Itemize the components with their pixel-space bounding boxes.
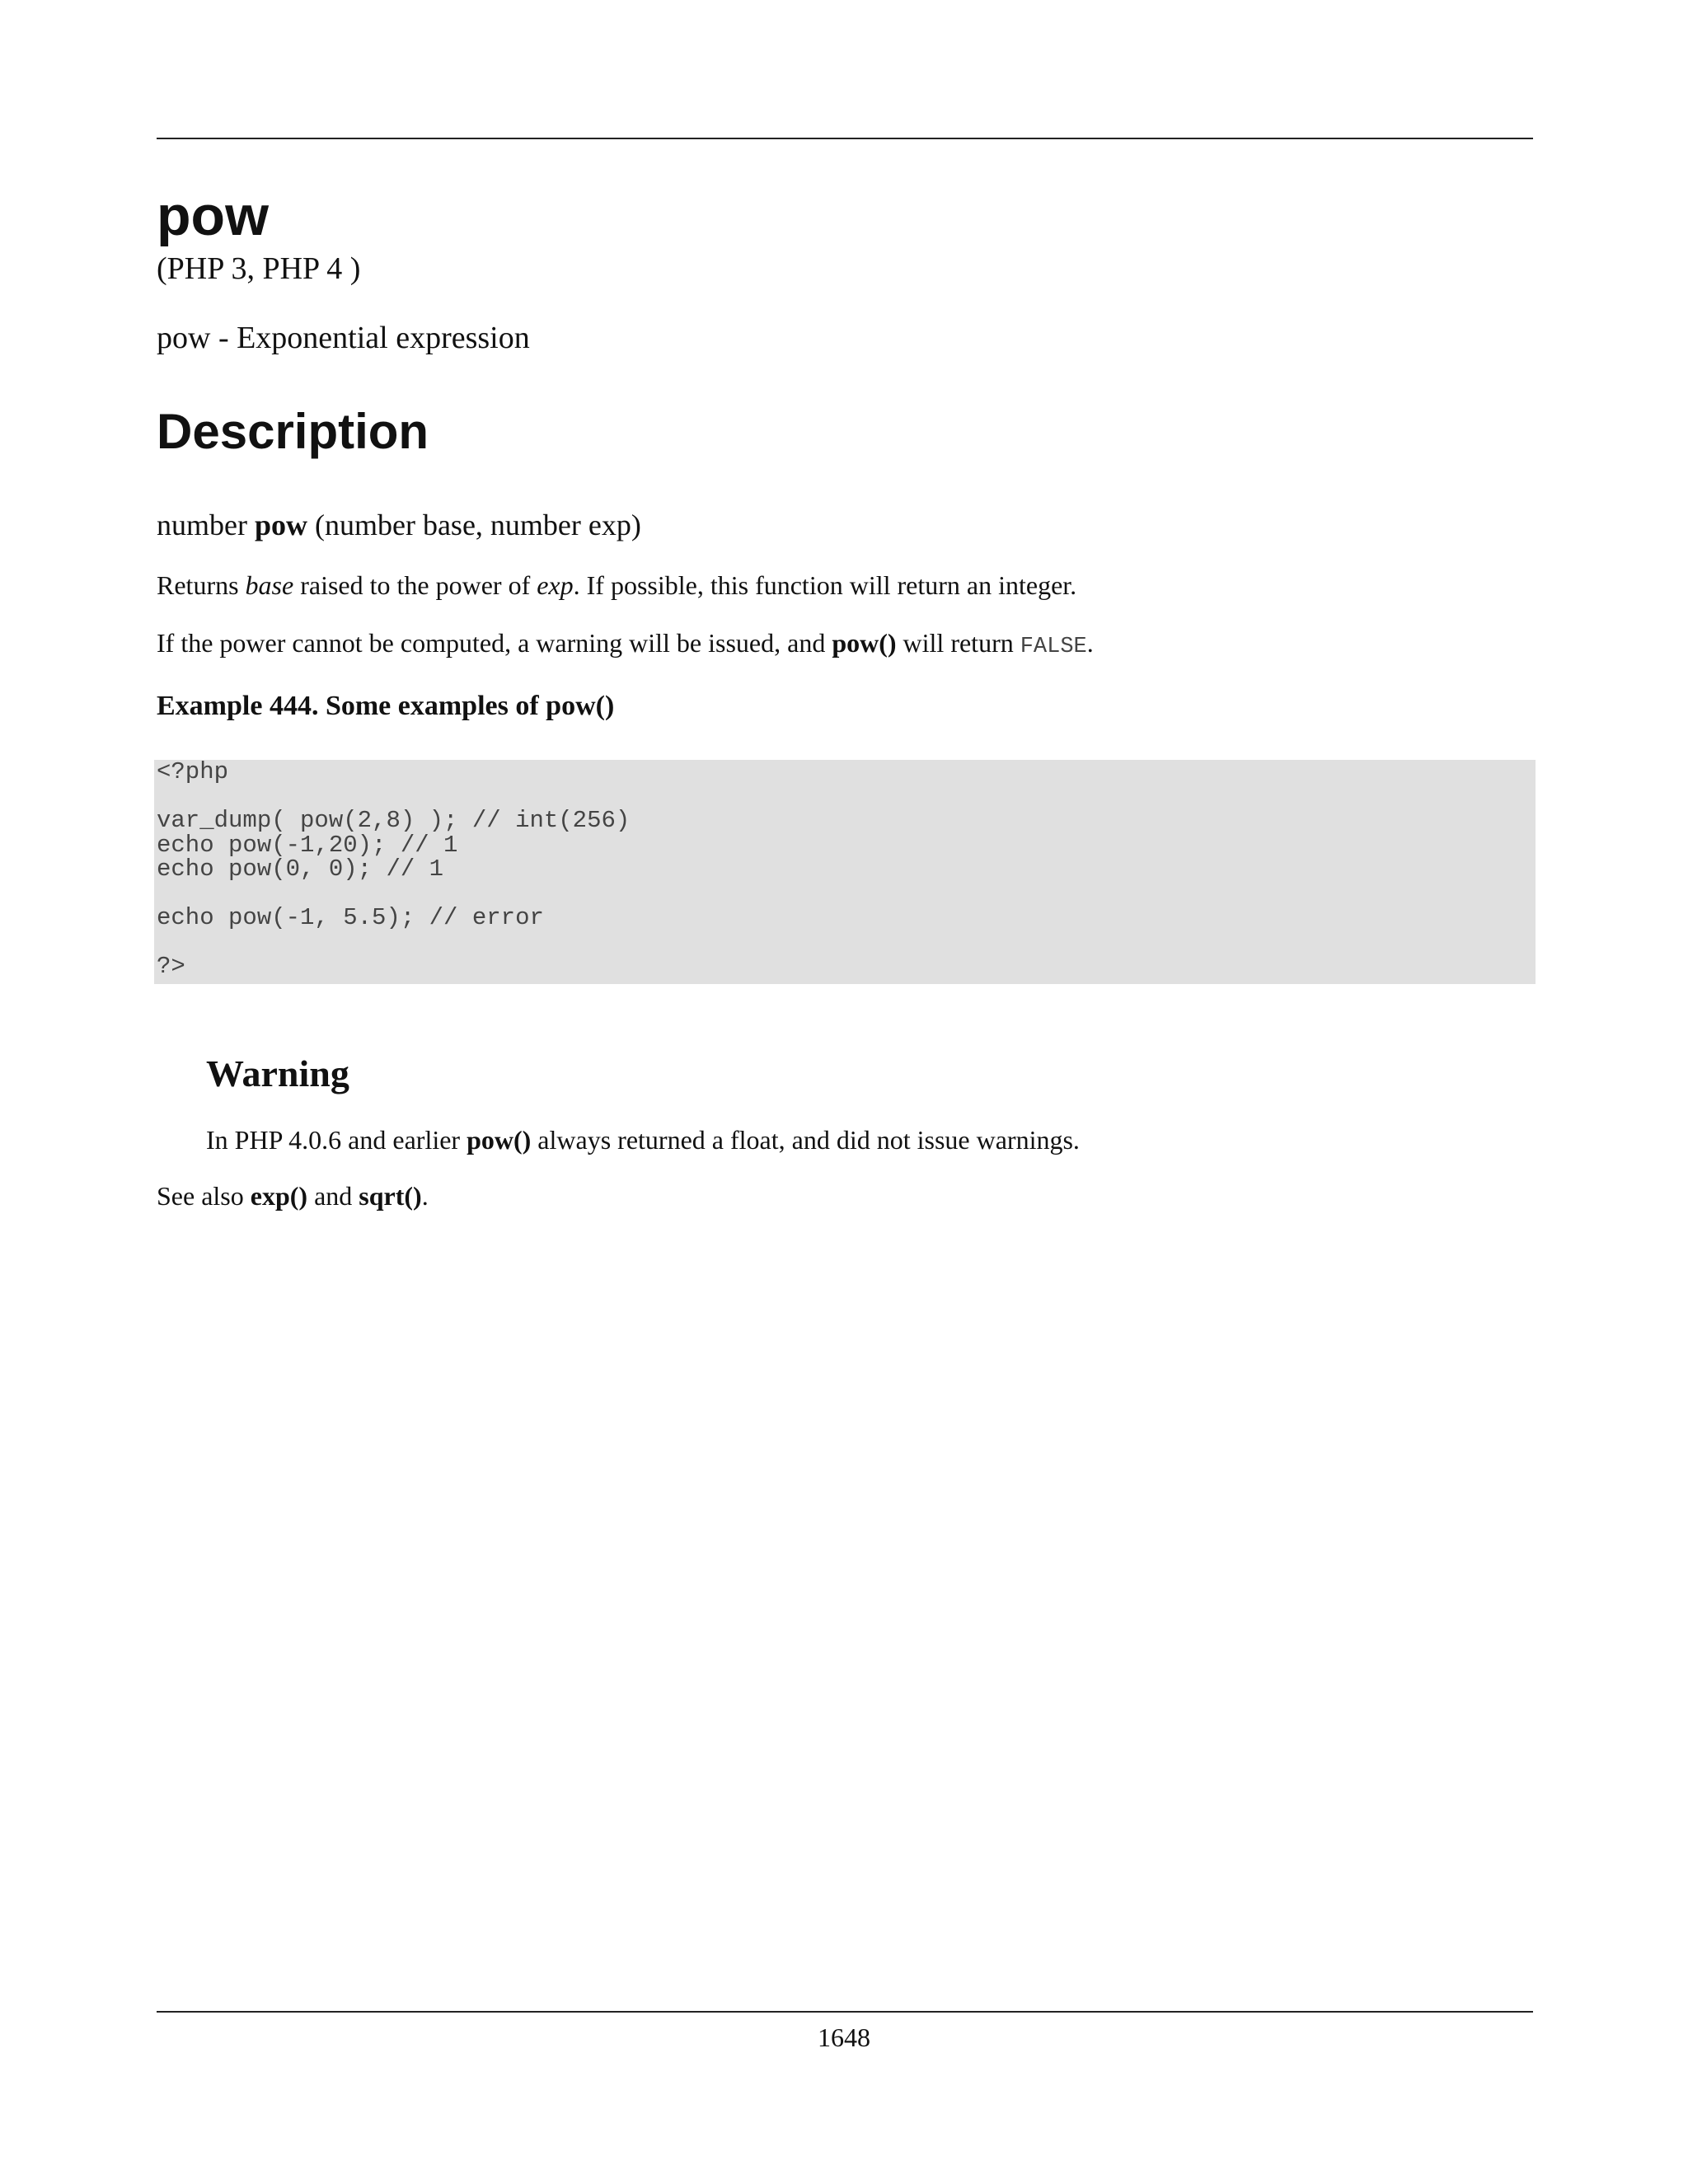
example-title: Example 444. Some examples of pow(): [157, 691, 615, 721]
description-heading: Description: [157, 404, 429, 459]
param-exp: exp: [537, 570, 574, 600]
text-run: Returns: [157, 570, 246, 600]
synopsis-function-name: pow: [254, 509, 307, 541]
header-rule: [157, 138, 1533, 139]
param-base: base: [245, 570, 294, 600]
text-run: .: [1086, 628, 1094, 658]
link-exp[interactable]: exp(): [250, 1181, 308, 1211]
warning-heading: Warning: [206, 1052, 349, 1094]
page-number: 1648: [818, 2022, 870, 2052]
function-name-title: pow: [157, 185, 269, 247]
function-ref-pow: pow(): [832, 628, 897, 658]
description-paragraph-returns: [157, 570, 1076, 601]
function-purpose: pow - Exponential expression: [157, 321, 530, 355]
text-run: always returned a float, and did not issue warnings.: [531, 1125, 1080, 1155]
see-also: [157, 1181, 429, 1212]
text-run: If the power cannot be computed, a warning will be issued, and: [157, 628, 832, 658]
function-synopsis: [157, 509, 641, 542]
text-run: .: [421, 1181, 429, 1211]
link-sqrt[interactable]: sqrt(): [359, 1181, 422, 1211]
text-run: . If possible, this function will return an integer.: [573, 570, 1077, 600]
function-ref-pow: pow(): [467, 1125, 532, 1155]
text-run: will return: [896, 628, 1020, 658]
constant-false: FALSE: [1020, 635, 1087, 659]
php-versions: (PHP 3, PHP 4 ): [157, 251, 361, 286]
text-run: See also: [157, 1181, 251, 1211]
text-run: raised to the power of: [293, 570, 537, 600]
description-paragraph-warning: [157, 628, 1094, 660]
text-run: In PHP 4.0.6 and earlier: [206, 1125, 467, 1155]
synopsis-params: (number base, number exp): [315, 509, 641, 541]
text-run: and: [307, 1181, 359, 1211]
synopsis-return-type: number: [157, 509, 247, 541]
warning-text: [206, 1125, 1080, 1155]
code-block: <?php var_dump( pow(2,8) ); // int(256) echo pow(-1,20); // 1 echo pow(0, 0); // 1 echo pow(-1, 5.5); // error ?>: [157, 758, 631, 980]
